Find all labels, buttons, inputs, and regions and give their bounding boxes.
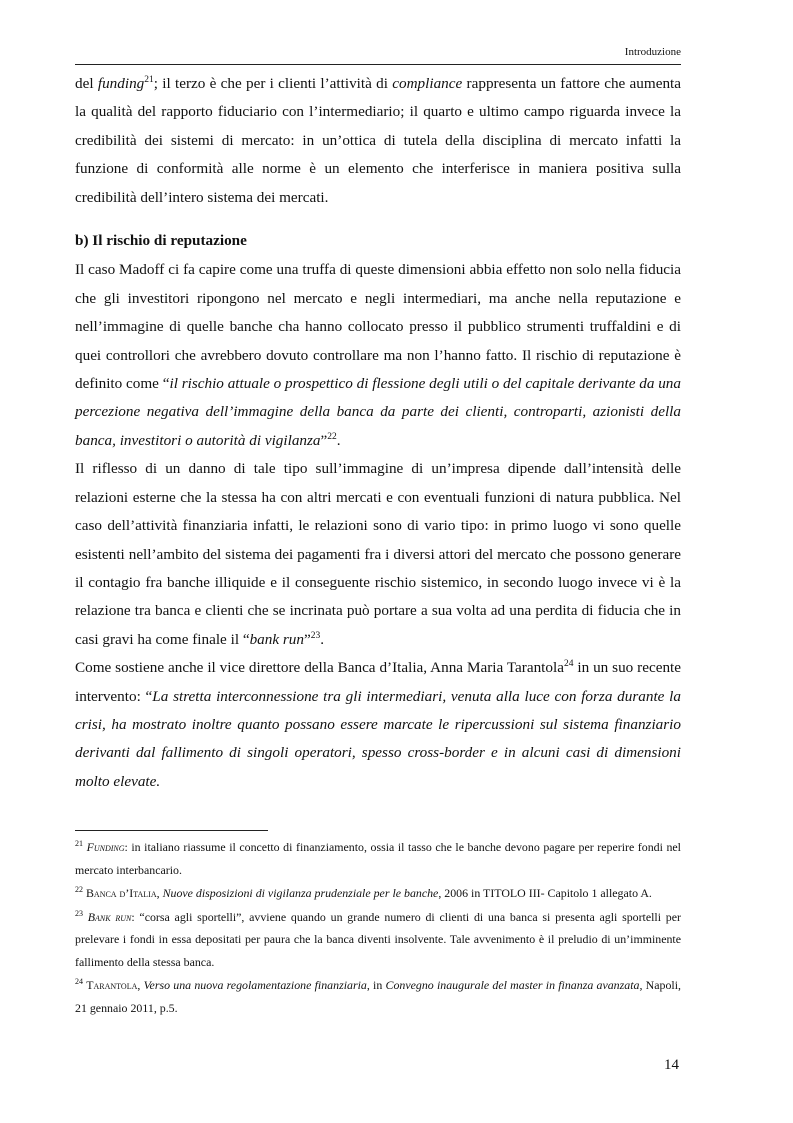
footnote-22 xyxy=(75,882,681,905)
footnote-text: , 2006 in TITOLO III- Capitolo 1 allegato A. xyxy=(438,886,652,900)
term-funding: funding xyxy=(97,75,145,92)
footnote-text: : “corsa agli sportelli”, avviene quando un grande numero di clienti di una banca si presenta agli sportelli per prelevare i fondi in essa depositati per paura che la banca diventi insolvente. Tale avvenimento è il preludio di un’imminente fallimento della stessa banca. xyxy=(75,909,681,969)
text-run: ” xyxy=(304,630,311,648)
paragraph-funding xyxy=(75,70,681,212)
text-run: Il riflesso di un danno di tale tipo sull’immagine di un’impresa dipende dall’intensità delle relazioni esterne che la stessa ha con altri mercati e con eventuali funzioni di natura pubblica. Nel caso dell’attività finanziaria infatti, le relazioni sono di vario tipo: in primo luogo vi sono quelle esistenti nell’ambito del sistema dei pagamenti fra i diversi attori del mercato che possono generare il contagio fra banche illiquide e il conseguente rischio sistemico, in secondo luogo invece vi è la relazione tra banca e clienti che se incrinata può portare a sua volta ad una perdita di fiducia che in casi gravi ha come finale il “ xyxy=(75,460,681,648)
term-compliance: compliance xyxy=(392,75,463,92)
quote-tarantola: La stretta interconnessione tra gli intermediari, venuta alla luce con forza durante la crisi, ha mostrato inoltre quanto possano essere marcate le ripercussioni sul sistema finanziario derivanti dal fallimento di singoli operatori, spesso cross-border e in alcuni casi di dimensioni molto elevate. xyxy=(75,687,681,790)
text-run: Come sostiene anche il vice direttore della Banca d’Italia, Anna Maria Tarantola xyxy=(75,659,564,677)
text-run: , xyxy=(137,978,144,992)
text-run: . xyxy=(320,630,325,648)
running-header-title: Introduzione xyxy=(624,46,681,58)
footnote-text: : in italiano riassume il concetto di finanziamento, ossia il tasso che le banche devono pagare per reperire fondi nel mercato interbancario. xyxy=(75,840,681,877)
footnote-venue: Convegno inaugurale del master in finanza avanzata, xyxy=(385,978,643,992)
footnote-term: Funding xyxy=(86,840,125,854)
paragraph-madoff xyxy=(75,256,681,455)
footnote-number: 21 xyxy=(75,839,83,848)
text-run: Il caso Madoff ci fa capire come una truffa di queste dimensioni abbia effetto non solo nella fiducia che gli investitori ripongono nel mercato e negli intermediari, ma anche nella reputazione e nell’immagine di quelle banche cha hanno collocato presso il pubblico strumenti truffaldini e di quei controllori che avrebbero dovuto controllare ma non l’hanno fatto. Il rischio di reputazione è definito come “ xyxy=(75,261,681,393)
text-run: , xyxy=(156,886,163,900)
paragraph-tarantola xyxy=(75,654,681,796)
running-header xyxy=(75,46,681,65)
footnote-ref-24[interactable]: 24 xyxy=(563,659,574,670)
footnote-separator xyxy=(75,830,268,831)
footnote-24 xyxy=(75,974,681,1019)
footnote-ref-21[interactable]: 21 xyxy=(144,75,154,85)
footnote-ref-22[interactable]: 22 xyxy=(327,431,337,442)
footnotes xyxy=(75,836,681,1020)
page-number: 14 xyxy=(664,1057,679,1073)
quote-definition: il rischio attuale o prospettico di flessione degli utili o del capitale derivante da una percezione negativa dell’immagine della banca da parte dei clienti, controparti, azionisti della banca, investitori o autorità di vigilanza xyxy=(75,375,681,449)
footnote-number: 22 xyxy=(75,885,83,894)
paragraph-riflesso xyxy=(75,455,681,654)
footnote-author: Banca d’Italia xyxy=(85,886,157,900)
section-heading: b) Il rischio di reputazione xyxy=(75,232,247,250)
footnote-ref-23[interactable]: 23 xyxy=(310,630,321,641)
text-run: rappresenta un fattore che aumenta la qualità del rapporto fiduciario con l’intermediario; il quarto e ultimo campo riguarda invece la credibilità dei sistemi di mercato: in un’ottica di tutela della disciplina di mercato infatti la funzione di conformità alle norme è un elemento che interferisce in maniera positiva sulla credibilità dell’intero sistema dei mercati. xyxy=(75,75,681,206)
main-text xyxy=(75,70,681,796)
footnote-text: Napoli, 21 gennaio 2011, p.5. xyxy=(75,978,681,1015)
footnote-number: 24 xyxy=(75,977,83,986)
text-run: . xyxy=(336,431,341,449)
text-run: in un suo recente intervento: “ xyxy=(75,659,681,705)
term-bank-run: bank run xyxy=(249,630,304,648)
text-run: ” xyxy=(320,431,328,449)
footnote-21 xyxy=(75,836,681,881)
text-run: ; il terzo è che per i clienti l’attività di xyxy=(153,75,393,92)
footnote-23 xyxy=(75,906,681,974)
footnote-term: Bank run xyxy=(87,909,132,924)
footnote-title: Nuove disposizioni di vigilanza prudenziale per le banche xyxy=(162,886,439,900)
footnote-number: 23 xyxy=(75,908,83,918)
footnote-author: Tarantola xyxy=(86,978,138,992)
text-run: , in xyxy=(366,978,386,992)
footnote-title: Verso una nuova regolamentazione finanziaria xyxy=(143,978,367,992)
text-run: del xyxy=(75,75,98,92)
